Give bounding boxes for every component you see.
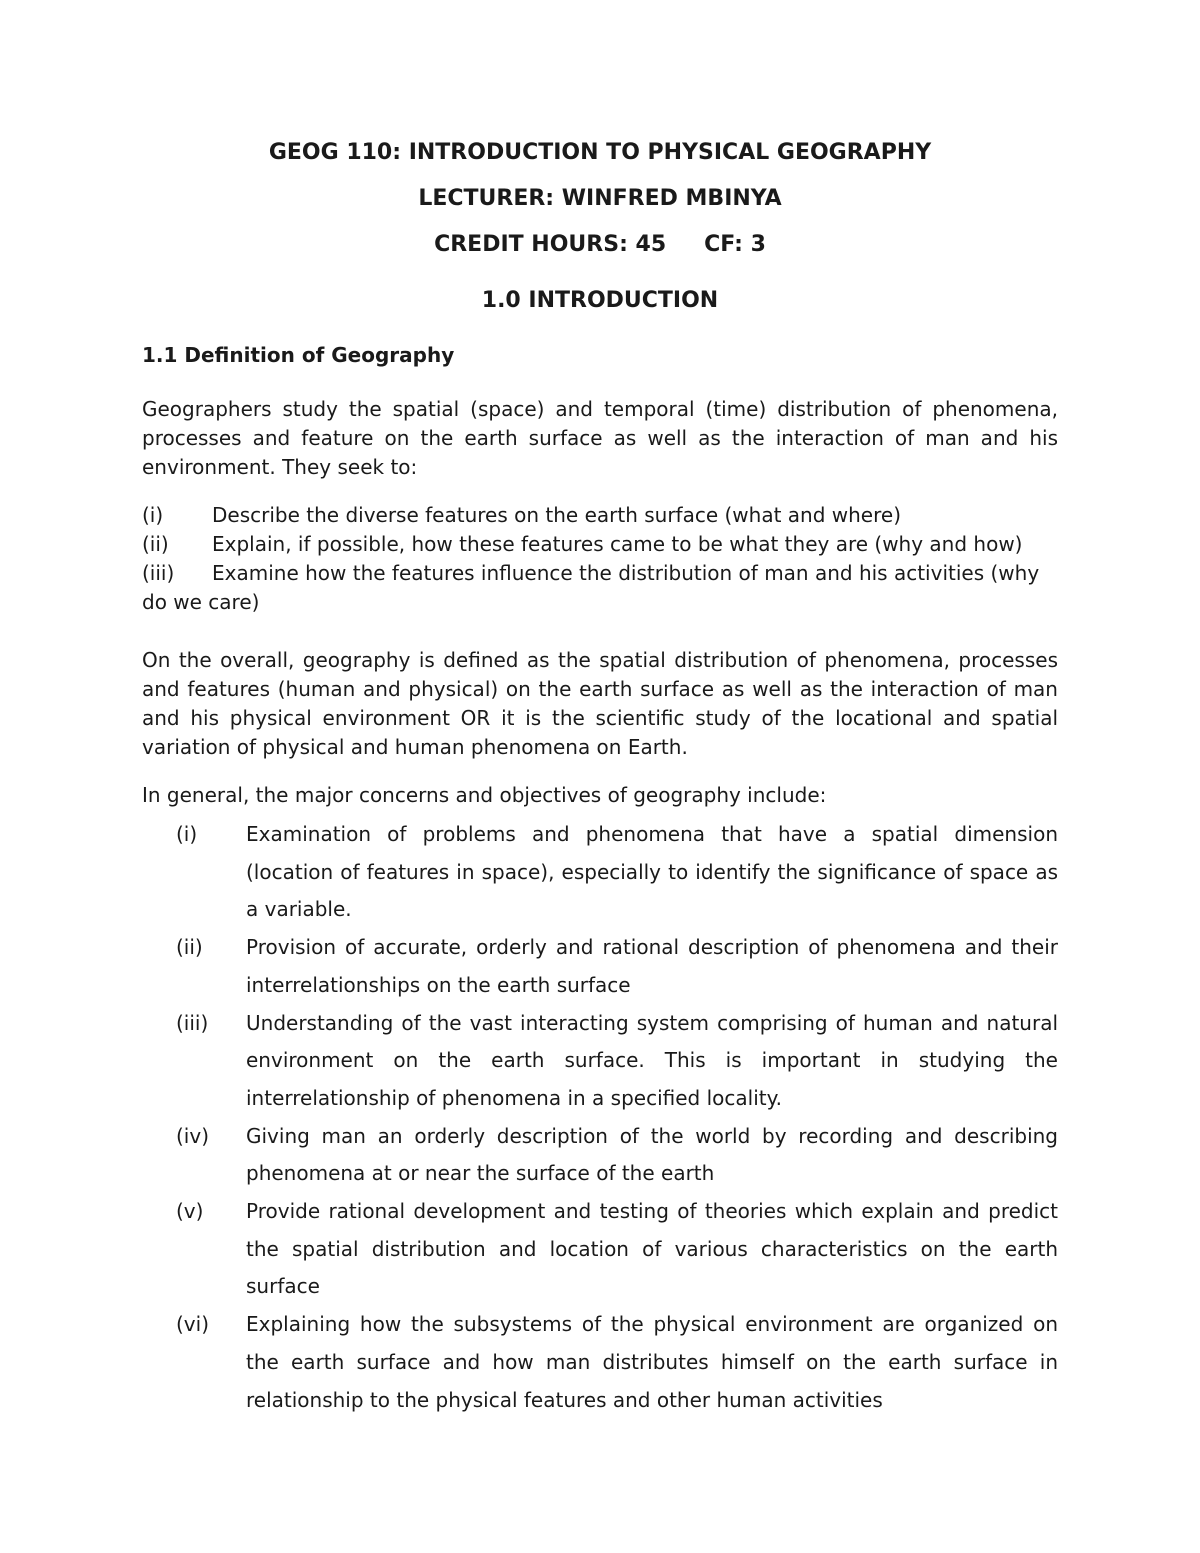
subsection-heading: 1.1 Definition of Geography <box>142 343 455 367</box>
seek-list <box>142 501 1058 617</box>
course-title: GEOG 110: INTRODUCTION TO PHYSICAL GEOGRAPHY <box>268 140 932 165</box>
list-item <box>142 530 1058 559</box>
list-item <box>142 929 1058 1004</box>
list-item-text: Explain, if possible, how these features came to be what they are (why and how) <box>212 532 1023 556</box>
list-item-text: Describe the diverse features on the earth surface (what and where) <box>212 503 902 527</box>
list-item-number: (v) <box>176 1199 204 1224</box>
list-item-number: (iii) <box>176 1010 209 1035</box>
list-item-text: Examine how the features influence the distribution of man and his activities (why do we care) <box>142 561 1040 614</box>
list-item <box>142 501 1058 530</box>
list-item <box>142 1193 1058 1306</box>
list-item-number: (i) <box>176 822 198 846</box>
list-item-number: (vi) <box>176 1312 209 1337</box>
list-item-text: Explaining how the subsystems of the physical environment are organized on the earth surface and how man distributes himself on the earth surface in relationship to the physical features and other human activities <box>246 1312 1058 1412</box>
list-item <box>142 1306 1058 1419</box>
list-item-text: Understanding of the vast interacting system comprising of human and natural environment on the earth surface. This is important in studying the interrelationship of phenomena in a specified locality. <box>246 1010 1058 1110</box>
intro-paragraph: Geographers study the spatial (space) and temporal (time) distribution of phenomena, processes and feature on the earth surface as well as the interaction of man and his environment. They seek to: <box>142 397 1058 479</box>
credit-hours: CREDIT HOURS: 45 <box>434 232 667 257</box>
list-item-number: (ii) <box>176 935 203 960</box>
definition-paragraph: On the overall, geography is defined as the spatial distribution of phenomena, processes and features (human and physical) on the earth surface as well as the interaction of man and his physical environment OR it is the scientific study of the locational and spatial variation of physical and human phenomena on Earth. <box>142 648 1058 759</box>
list-item-number: (iv) <box>176 1123 209 1148</box>
list-item-number: (iii) <box>142 561 175 585</box>
list-item <box>142 559 1058 617</box>
objectives-intro: In general, the major concerns and objectives of geography include: <box>142 783 827 807</box>
section-heading: 1.0 INTRODUCTION <box>481 288 719 313</box>
list-item-text: Giving man an orderly description of the world by recording and describing phenomena at or near the surface of the earth <box>246 1123 1058 1186</box>
list-item-text: Provision of accurate, orderly and rational description of phenomena and their interrelationships on the earth surface <box>246 935 1058 997</box>
list-item-number: (i) <box>142 503 164 527</box>
list-item-number: (ii) <box>142 532 169 556</box>
list-item-text: Provide rational development and testing of theories which explain and predict the spatial distribution and location of various characteristics on the earth surface <box>246 1199 1058 1299</box>
objectives-list <box>142 816 1058 1419</box>
list-item <box>142 816 1058 929</box>
lecturer-line: LECTURER: WINFRED MBINYA <box>418 186 782 211</box>
list-item <box>142 1118 1058 1193</box>
list-item <box>142 1005 1058 1118</box>
cf-value: CF: 3 <box>704 232 766 257</box>
credit-line <box>142 232 1058 257</box>
list-item-text: Examination of problems and phenomena that have a spatial dimension (location of features in space), especially to identify the significance of space as a variable. <box>246 822 1058 922</box>
